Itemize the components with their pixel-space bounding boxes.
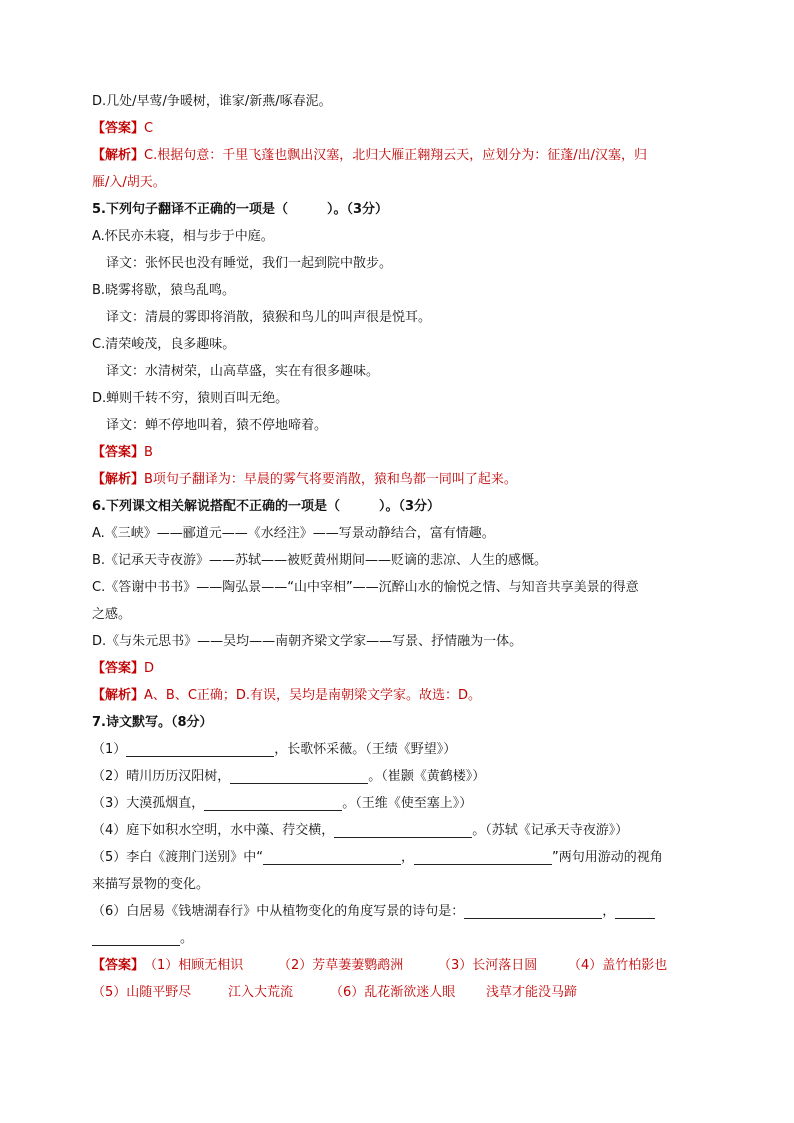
- analysis-tag: 【解析】: [92, 472, 145, 487]
- q5-option-d-translation: 译文：蝉不停地叫着，猿不停地啼着。: [106, 418, 328, 433]
- answer-4: （4）盖竹柏影也: [568, 958, 668, 973]
- q5-option-b-translation: 译文：清晨的雾即将消散，猿猴和鸟儿的叫声很是悦耳。: [106, 310, 432, 325]
- q7-item-5-cont: 来描写景物的变化。: [92, 877, 210, 892]
- item-sep: ，: [401, 850, 415, 865]
- q5-title: 5.下列句子翻译不正确的一项是（ ）。（3分）: [92, 202, 389, 217]
- q7-item-6: [92, 898, 704, 925]
- q6-option-a: A.《三峡》——郦道元——《水经注》——写景动静结合，富有情趣。: [92, 526, 495, 541]
- analysis-tag: 【解析】: [92, 148, 145, 163]
- q7-item-6-cont: [92, 925, 704, 952]
- item-prefix: （4）庭下如积水空明，水中藻、荇交横，: [92, 823, 335, 838]
- answer-blank[interactable]: [92, 929, 180, 946]
- q6-option-b: B.《记承天寺夜游》——苏轼——被贬黄州期间——贬谪的悲凉、人生的感慨。: [92, 553, 548, 568]
- answer-tag: 【答案】: [92, 958, 145, 973]
- q5-option-c: C.清荣峻茂，良多趣味。: [92, 337, 236, 352]
- answer-tag: 【答案】: [92, 661, 145, 676]
- q7-item-1: [92, 736, 704, 763]
- item-suffix: 。（苏轼《记承天寺夜游》）: [472, 823, 629, 838]
- answer-blank[interactable]: [334, 821, 472, 838]
- answer-blank[interactable]: [615, 902, 655, 919]
- q6-option-c: C.《答谢中书书》——陶弘景——“山中宰相”——沉醉山水的愉悦之情、与知音共享美景的得意: [92, 580, 639, 595]
- item-end: 。: [180, 931, 194, 946]
- answer-blank[interactable]: [126, 740, 274, 757]
- item-prefix: （5）李白《渡荆门送别》中“: [92, 850, 264, 865]
- answer-1: （1）相顾无相识: [144, 958, 244, 973]
- answer-6a: （6）乱花渐欲迷人眼: [330, 985, 456, 1000]
- answer-value: B: [144, 445, 153, 460]
- item-prefix: （6）白居易《钱塘湖春行》中从植物变化的角度写景的诗句是：: [92, 904, 465, 919]
- answer-value: D: [144, 661, 155, 676]
- q4-option-d: D.几处/早莺/争暖树，谁家/新燕/啄春泥。: [92, 94, 332, 109]
- analysis-text: C.根据句意：千里飞蓬也飘出汉塞，北归大雁正翱翔云天，应划分为：征蓬/出/汉塞，归: [144, 148, 647, 163]
- q5-option-a-translation: 译文：张怀民也没有睡觉，我们一起到院中散步。: [106, 256, 393, 271]
- answer-blank[interactable]: [230, 767, 368, 784]
- q7-title: 7.诗文默写。（8分）: [92, 715, 213, 730]
- answer-5b: 江入大荒流: [228, 985, 294, 1000]
- q6-option-d: D.《与朱元思书》——吴均——南朝齐梁文学家——写景、抒情融为一体。: [92, 634, 523, 649]
- q5-analysis: [92, 466, 704, 493]
- answer-blank[interactable]: [464, 902, 602, 919]
- item-suffix: 。（王维《使至塞上》）: [342, 796, 473, 811]
- q5-answer: [92, 439, 704, 466]
- q6-option-c-cont: 之感。: [92, 607, 132, 622]
- item-suffix: ，长歌怀采薇。（王绩《野望》）: [274, 742, 457, 757]
- answer-blank[interactable]: [263, 848, 401, 865]
- answer-5a: （5）山随平野尽: [92, 985, 192, 1000]
- answer-2: （2）芳草萋萋鹦鹉洲: [278, 958, 404, 973]
- q7-item-2: [92, 763, 704, 790]
- q6-title: 6.下列课文相关解说搭配不正确的一项是（ ）。（3分）: [92, 499, 441, 514]
- item-prefix: （3）大漠孤烟直，: [92, 796, 205, 811]
- q7-item-5: [92, 844, 704, 871]
- answer-blank[interactable]: [204, 794, 342, 811]
- q7-answer-line-2: [92, 979, 704, 1006]
- q5-option-d: D.蝉则千转不穷，猿则百叫无绝。: [92, 391, 289, 406]
- q7-item-4: [92, 817, 704, 844]
- q5-option-a: A.怀民亦未寝，相与步于中庭。: [92, 229, 274, 244]
- answer-3: （3）长河落日圆: [438, 958, 538, 973]
- item-prefix: （2）晴川历历汉阳树，: [92, 769, 231, 784]
- answer-value: C: [144, 121, 154, 136]
- q6-analysis: [92, 682, 704, 709]
- q7-answer-line-1: [92, 952, 704, 979]
- q4-analysis-cont: 雁/入/胡天。: [92, 175, 166, 190]
- answer-blank[interactable]: [414, 848, 552, 865]
- document-page: [92, 88, 704, 1006]
- q4-answer: [92, 115, 704, 142]
- item-suffix: 。（崔颢《黄鹤楼》）: [368, 769, 486, 784]
- item-prefix: （1）: [92, 742, 127, 757]
- q7-item-3: [92, 790, 704, 817]
- q5-option-c-translation: 译文：水清树荣，山高草盛，实在有很多趣味。: [106, 364, 380, 379]
- answer-6b: 浅草才能没马蹄: [486, 985, 578, 1000]
- analysis-text: B项句子翻译为：早晨的雾气将要消散，猿和鸟都一同叫了起来。: [144, 472, 517, 487]
- answer-tag: 【答案】: [92, 445, 145, 460]
- analysis-text: A、B、C正确；D.有误，吴均是南朝梁文学家。故选：D。: [144, 688, 482, 703]
- q5-option-b: B.晓雾将歇，猿鸟乱鸣。: [92, 283, 236, 298]
- analysis-tag: 【解析】: [92, 688, 145, 703]
- item-sep: ，: [602, 904, 616, 919]
- item-suffix: ”两句用游动的视角: [552, 850, 663, 865]
- q4-analysis: [92, 142, 704, 169]
- answer-tag: 【答案】: [92, 121, 145, 136]
- q6-answer: [92, 655, 704, 682]
